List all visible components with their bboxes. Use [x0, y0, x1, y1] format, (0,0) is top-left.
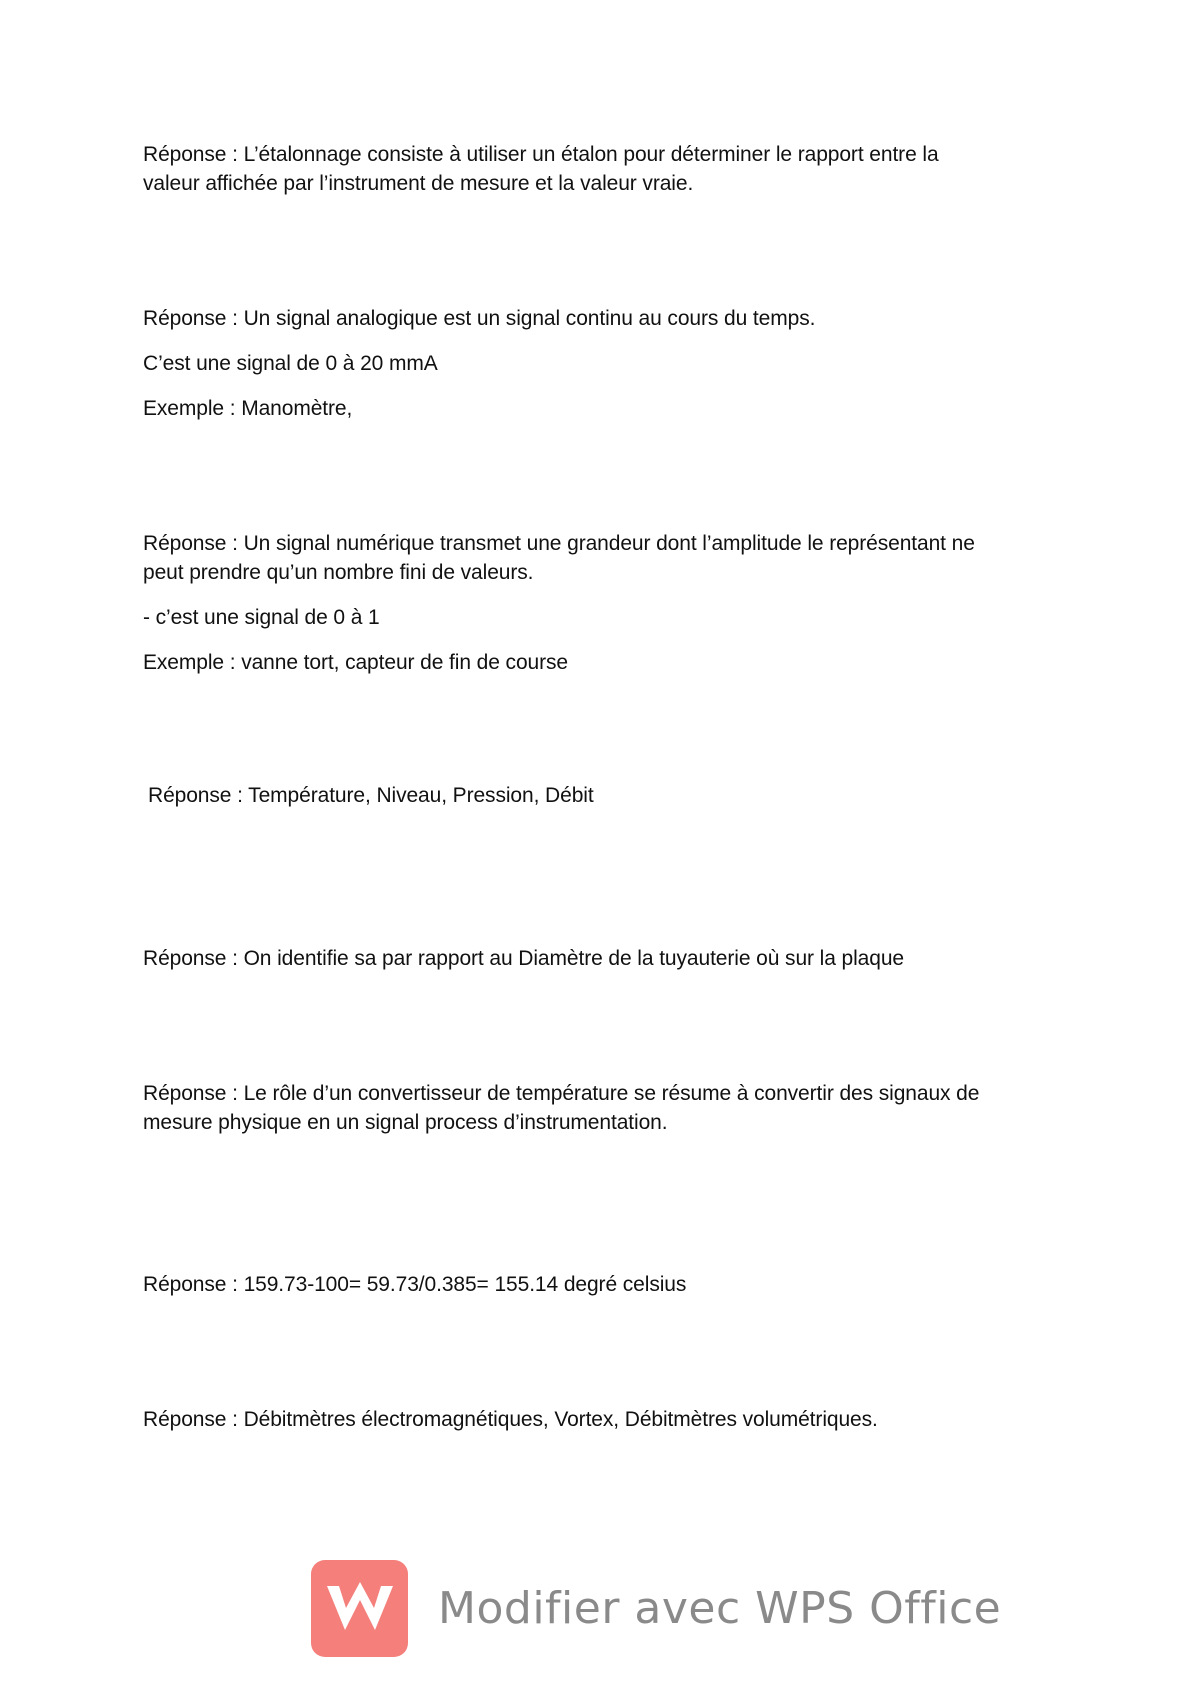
- answer-block-8: [143, 1405, 1063, 1434]
- answer-2-line-1: Réponse : Un signal analogique est un signal continu au cours du temps.: [143, 307, 816, 330]
- answer-3-line-3: - c’est une signal de 0 à 1: [143, 606, 380, 629]
- answer-1-line-1: Réponse : L’étalonnage consiste à utiliser un étalon pour déterminer le rapport entre la: [143, 143, 939, 166]
- answer-block-6: [143, 1079, 1063, 1137]
- answer-2-line-2: C’est une signal de 0 à 20 mmA: [143, 352, 438, 375]
- answer-6-line-1: Réponse : Le rôle d’un convertisseur de température se résume à convertir des signaux de: [143, 1082, 980, 1105]
- answer-4-line-1: Réponse : Température, Niveau, Pression, Débit: [148, 784, 594, 807]
- answer-2-line-3: Exemple : Manomètre,: [143, 397, 353, 420]
- wps-edit-banner[interactable]: [311, 1558, 1002, 1658]
- answer-1-line-2: valeur affichée par l’instrument de mesure et la valeur vraie.: [143, 172, 694, 195]
- answer-block-1: [143, 140, 1063, 198]
- answer-3-line-1: Réponse : Un signal numérique transmet une grandeur dont l’amplitude le représentant ne: [143, 532, 975, 555]
- answer-block-7: [143, 1270, 1063, 1299]
- answer-6-line-2: mesure physique en un signal process d’instrumentation.: [143, 1111, 668, 1134]
- answer-3-line-4: Exemple : vanne tort, capteur de fin de course: [143, 651, 568, 674]
- answer-7-line-1: Réponse : 159.73-100= 59.73/0.385= 155.14 degré celsius: [143, 1273, 687, 1296]
- answer-block-2: [143, 304, 1063, 423]
- wps-logo-icon: [311, 1560, 408, 1657]
- wps-banner-label: Modifier avec WPS Office: [438, 1582, 1002, 1634]
- answer-block-5: [143, 944, 1063, 973]
- answer-8-line-1: Réponse : Débitmètres électromagnétiques, Vortex, Débitmètres volumétriques.: [143, 1408, 878, 1431]
- answer-block-3: [143, 529, 1063, 677]
- answer-5-line-1: Réponse : On identifie sa par rapport au Diamètre de la tuyauterie où sur la plaque: [143, 947, 904, 970]
- answer-block-4: [148, 781, 1068, 810]
- answer-3-line-2: peut prendre qu’un nombre fini de valeurs.: [143, 561, 534, 584]
